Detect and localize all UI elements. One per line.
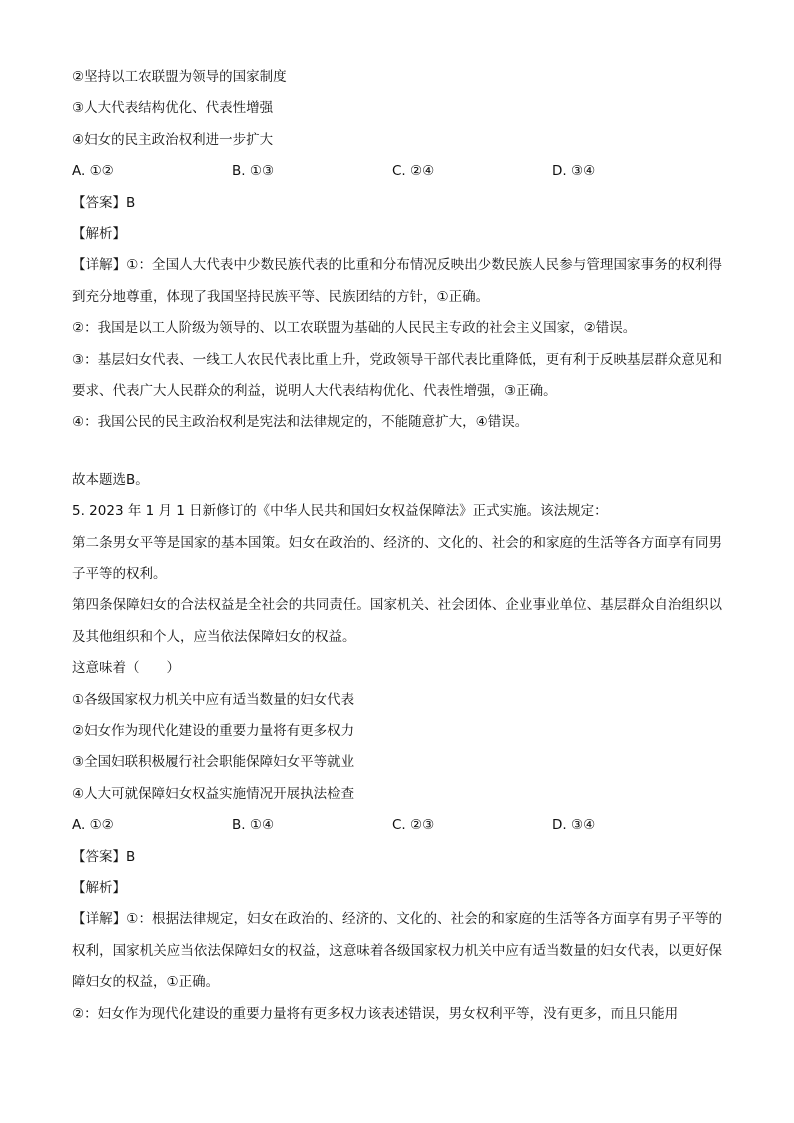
q5-article-4: 第四条保障妇女的合法权益是全社会的共同责任。国家机关、社会团体、企业事业单位、基层群众自治组织以及其他组织和个人，应当依法保障妇女的权益。 — [72, 597, 722, 645]
q5-item-4: ④人大可就保障妇女权益实施情况开展执法检查 — [72, 785, 355, 802]
q4-answer: 【答案】B — [72, 194, 136, 211]
q4-option-c: C. ②④ — [392, 163, 435, 180]
q5-item-3: ③全国妇联积极履行社会职能保障妇女平等就业 — [72, 754, 355, 771]
q4-detail-1: 【详解】①：全国人大代表中少数民族代表的比重和分布情况反映出少数民族人民参与管理国家事务的权利得到充分地尊重，体现了我国坚持民族平等、民族团结的方针，①正确。 — [72, 257, 722, 305]
q4-detail-3: ③：基层妇女代表、一线工人农民代表比重上升，党政领导干部代表比重降低，更有利于反映基层群众意见和要求、代表广大人民群众的利益，说明人大代表结构优化、代表性增强，③正确。 — [72, 351, 722, 399]
q5-option-b: B. ①④ — [232, 817, 275, 834]
q5-options — [72, 810, 722, 841]
q5-option-d: D. ③④ — [552, 817, 596, 834]
q5-option-c: C. ②③ — [392, 817, 435, 834]
spacer — [72, 439, 722, 465]
q4-option-b: B. ①③ — [232, 163, 275, 180]
q4-item-2: ②坚持以工农联盟为领导的国家制度 — [72, 69, 287, 85]
q5-stem: 5. 2023 年 1 月 1 日新修订的《中华人民共和国妇女权益保障法》正式实施。该法规定： — [72, 503, 608, 520]
q4-analysis-heading: 【解析】 — [72, 225, 126, 242]
document-page — [72, 62, 722, 1030]
q4-options — [72, 156, 722, 187]
q5-answer: 【答案】B — [72, 848, 136, 865]
q4-item-3: ③人大代表结构优化、代表性增强 — [72, 100, 274, 117]
q5-prompt: 这意味着（ ） — [72, 660, 180, 677]
q4-detail-2: ②：我国是以工人阶级为领导的、以工农联盟为基础的人民民主专政的社会主义国家，②错误。 — [72, 320, 637, 337]
q5-article-2: 第二条男女平等是国家的基本国策。妇女在政治的、经济的、文化的、社会的和家庭的生活等各方面享有同男子平等的权利。 — [72, 534, 722, 582]
q4-option-d: D. ③④ — [552, 163, 596, 180]
q4-item-4: ④妇女的民主政治权利进一步扩大 — [72, 131, 274, 148]
q5-analysis-heading: 【解析】 — [72, 879, 126, 896]
q4-conclusion: 故本题选B。 — [72, 471, 149, 488]
q4-option-a: A. ①② — [72, 163, 114, 180]
q4-detail-4: ④：我国公民的民主政治权利是宪法和法律规定的，不能随意扩大，④错误。 — [72, 414, 529, 431]
q5-option-a: A. ①② — [72, 817, 114, 834]
q5-item-1: ①各级国家权力机关中应有适当数量的妇女代表 — [72, 691, 355, 708]
q5-detail-2: ②：妇女作为现代化建设的重要力量将有更多权力该表述错误，男女权利平等，没有更多，而且只能用 — [72, 1005, 679, 1022]
q5-detail-1: 【详解】①：根据法律规定，妇女在政治的、经济的、文化的、社会的和家庭的生活等各方面享有男子平等的权利，国家机关应当依法保障妇女的权益，这意味着各级国家权力机关中应有适当数量的妇女代表，以更好保障妇女的权益，①正确。 — [72, 911, 722, 991]
q5-item-2: ②妇女作为现代化建设的重要力量将有更多权力 — [72, 722, 355, 739]
